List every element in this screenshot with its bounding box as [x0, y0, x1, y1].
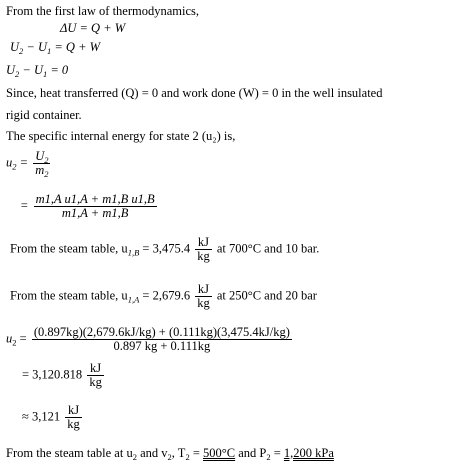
energy-balance-equation: $U_2 - U_1 = Q + W$: [10, 40, 101, 56]
mass-weighted-fraction: = $\frac{\text{m1,A u1,A + m1,B u1,B}}{m1,A + m1,B}$: [20, 192, 155, 220]
temperature-result: 500°C: [203, 446, 236, 460]
insulated-statement: Since, heat transferred (Q) = 0 and work done (W) = 0 in the well insulated: [6, 86, 383, 100]
u2-rounded: ≈ 3,121 $\frac{kJ}{kg}$: [22, 403, 80, 431]
intro-line: From the first law of thermodynamics,: [6, 4, 200, 18]
pressure-result: 1,200 kPa: [283, 446, 334, 460]
internal-energy-statement: The specific internal energy for state 2 (u₂) is,: [6, 129, 236, 143]
final-state-line: From the steam table at $u_2$ and $v_2$, $T_2 = 500^\circ C$ and $P_2 = 1,200$ kPa: [6, 446, 334, 462]
steam-table-u1a: From the steam table, $u_{1,A} = 2,679.6$ $\frac{kJ}{kg}$ at 250°C and 20 bar: [10, 282, 317, 310]
first-law-equation: ΔU = Q + W: [60, 21, 126, 35]
energy-zero-equation: $U_2 - U_1 = 0$: [6, 63, 69, 79]
u2-substitution: $u_2$ = $\frac{(0.897kg)(2,679.6kJ/kg) + (0.111kg)(3,475.4kJ/kg)}{0.897 kg + 0.111kg}$: [6, 325, 290, 353]
steam-table-u1b: From the steam table, $u_{1,B} = 3,475.4$ $\frac{kJ}{kg}$ at 700°C and 10 bar.: [10, 235, 320, 263]
mass-weighted-frac: $\frac{\text{m1,A u1,A + m1,B u1,B}}{m1,A + m1,B}$: [35, 192, 155, 220]
u2-substitution-fraction: $\frac{(0.897kg)(2,679.6kJ/kg) + (0.111kg)(3,475.4kJ/kg)}{0.897 kg + 0.111kg}$: [33, 325, 290, 353]
insulated-statement-cont: rigid container.: [6, 108, 82, 122]
u2-fraction: $\frac{U_2}{m_2}$: [35, 149, 49, 179]
u2-result: = 3,120.818 $\frac{kJ}{kg}$: [22, 361, 102, 389]
u2-definition: $u_2$ = $\frac{U_2}{m_2}$: [6, 149, 49, 179]
